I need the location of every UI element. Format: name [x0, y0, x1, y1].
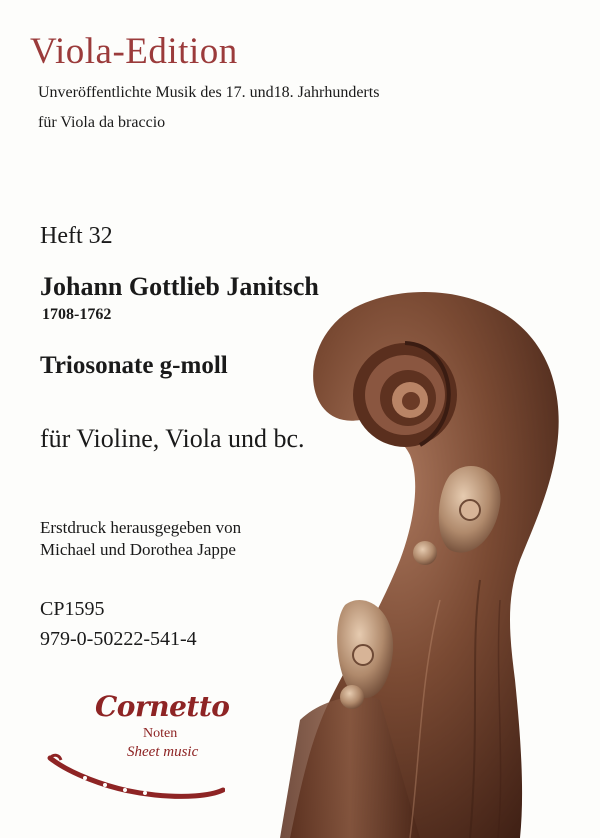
- publisher-logo: [45, 690, 245, 810]
- cornetto-horn-icon: [45, 750, 225, 810]
- editors-intro: Erstdruck herausgegeben von: [40, 518, 242, 537]
- instrumentation: für Violine, Viola und bc.: [40, 424, 305, 453]
- work-title: Triosonate g-moll: [40, 352, 228, 379]
- catalog-number: CP1595: [40, 598, 105, 620]
- composer-dates: 1708-1762: [42, 306, 112, 323]
- edition-title: Viola-Edition: [30, 31, 238, 72]
- publisher-line-sheet-music: Sheet music: [127, 744, 199, 760]
- ismn-number: 979-0-50222-541-4: [40, 628, 197, 650]
- publisher-line-noten: Noten: [143, 726, 178, 741]
- edition-subtitle: Unveröffentlichte Musik des 17. und18. Jahrhunderts: [38, 84, 380, 101]
- edition-instrument: für Viola da braccio: [38, 114, 166, 131]
- editors-names: Michael und Dorothea Jappe: [40, 540, 236, 559]
- volume-number: Heft 32: [40, 223, 113, 249]
- publisher-brand: Cornetto: [95, 690, 230, 723]
- composer-name: Johann Gottlieb Janitsch: [40, 272, 319, 301]
